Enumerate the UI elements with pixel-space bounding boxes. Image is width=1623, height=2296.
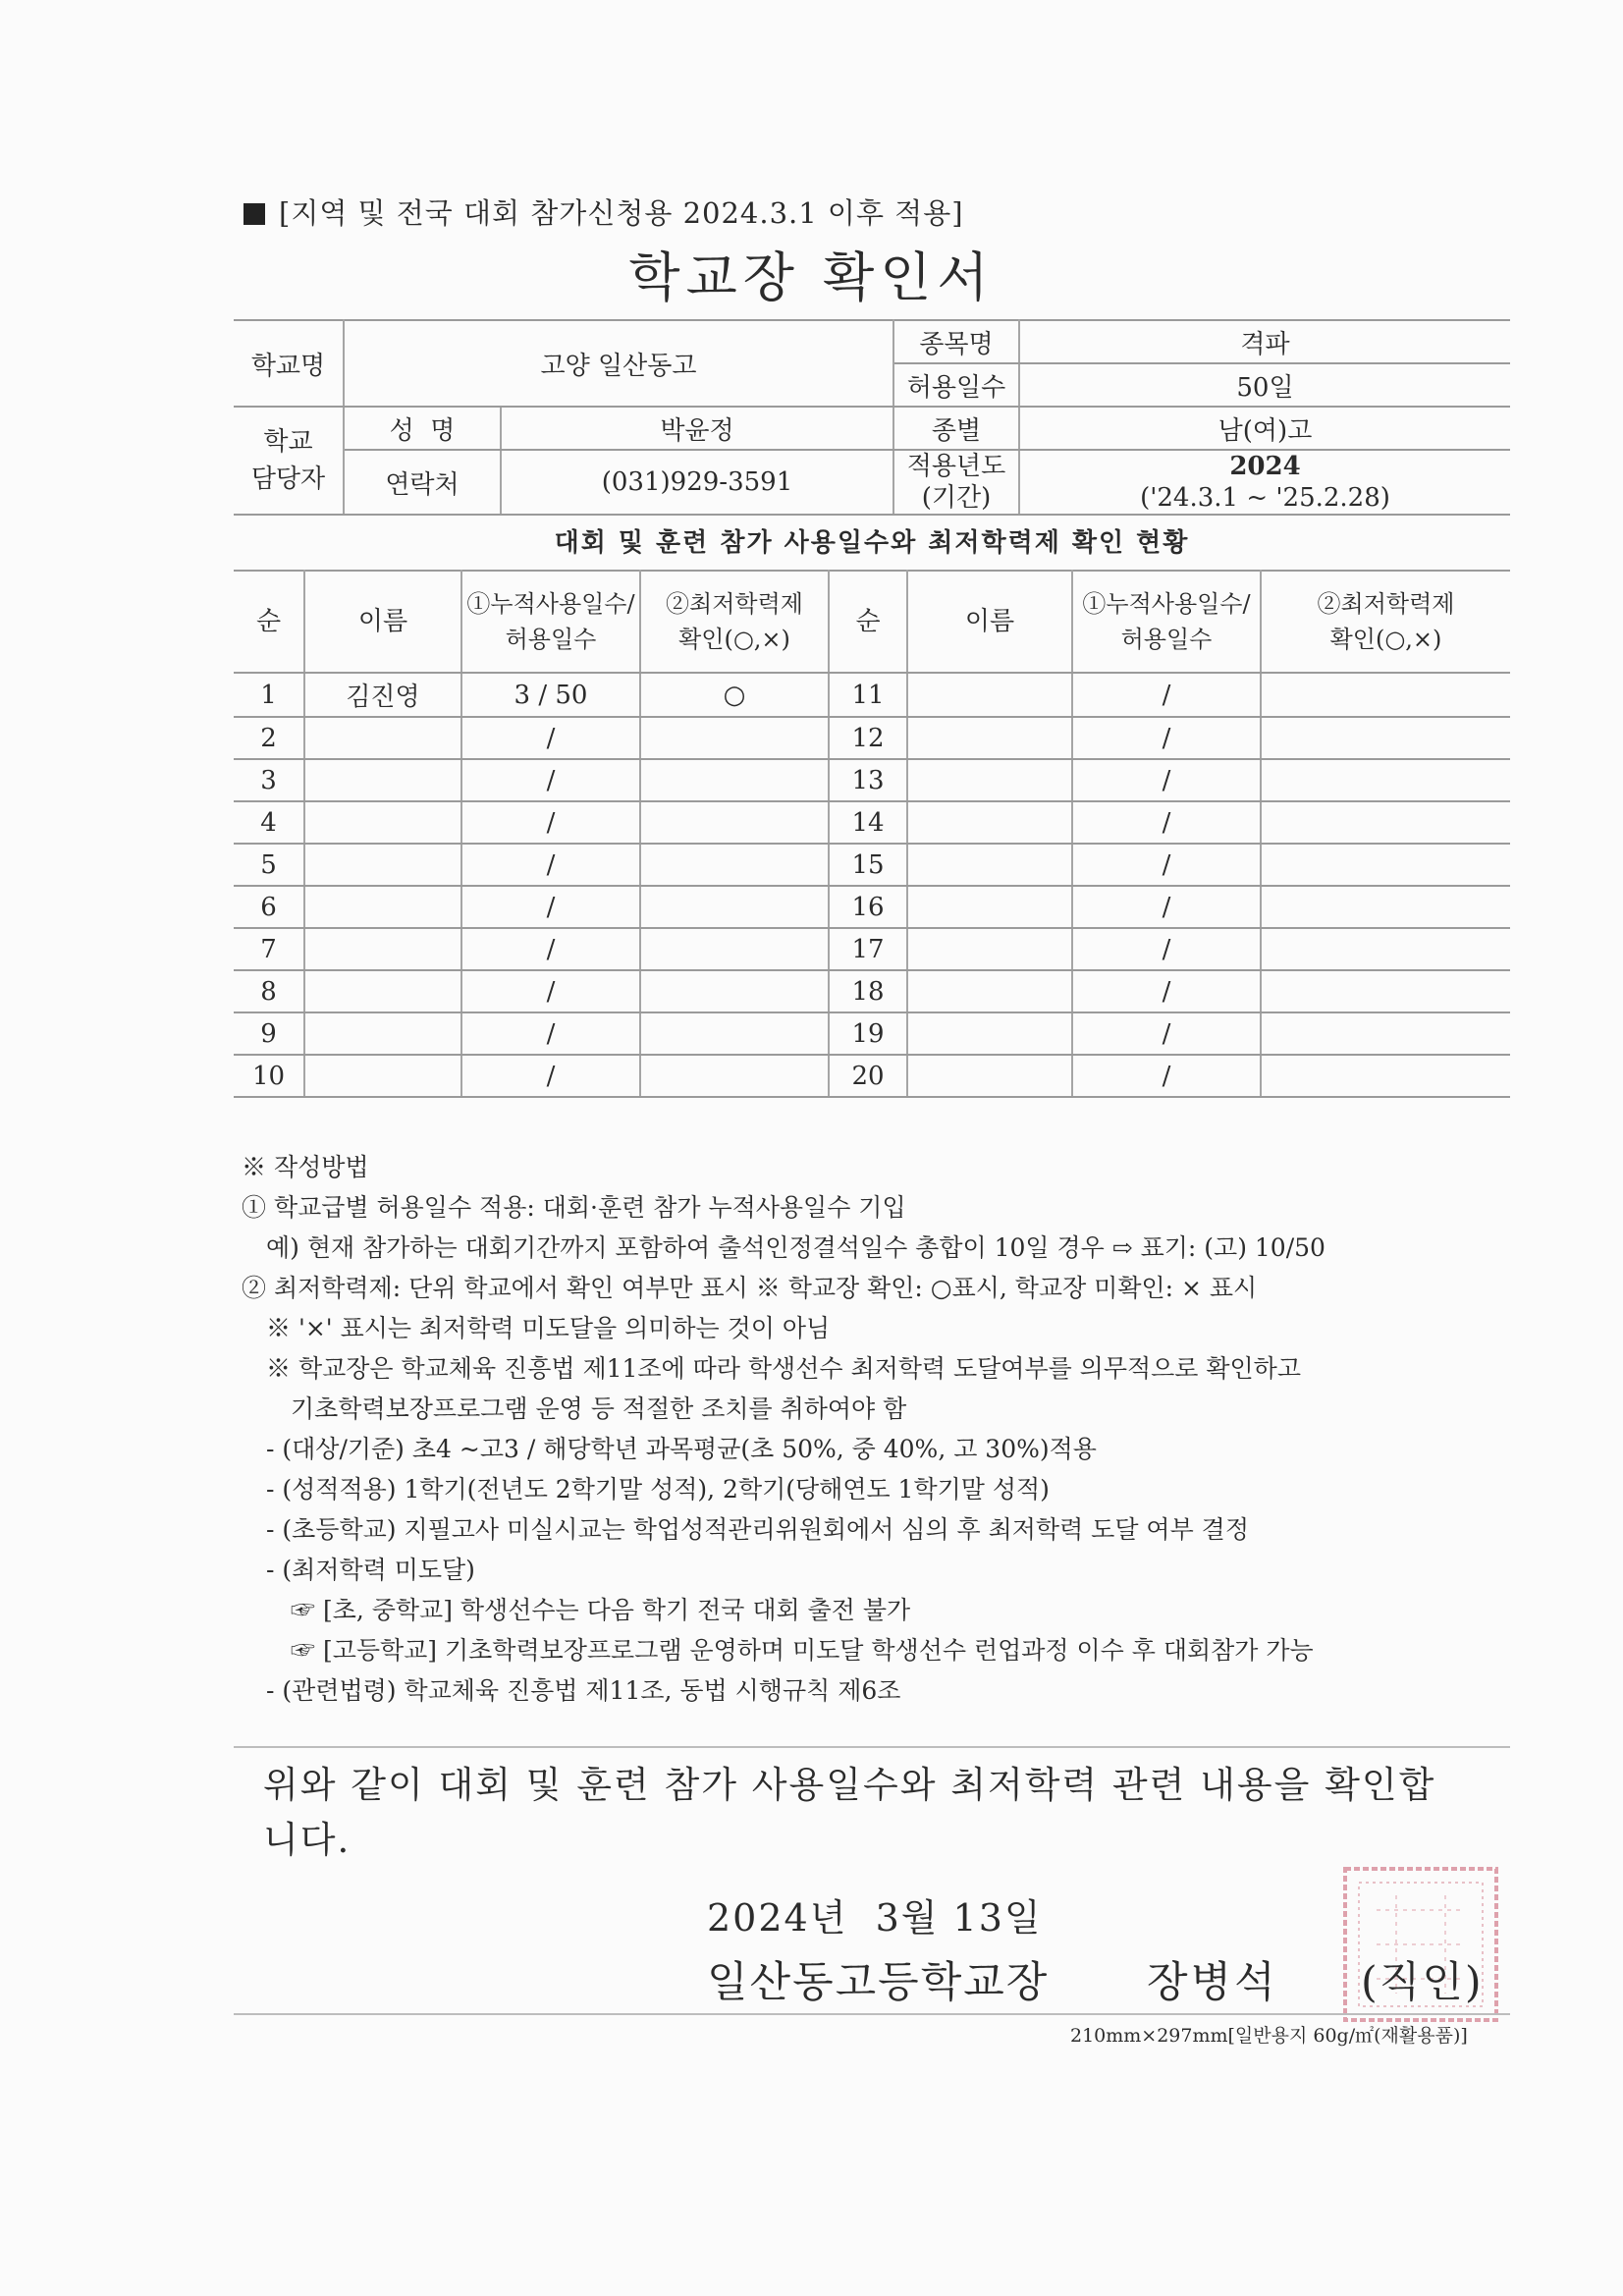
left-days-cell: /: [461, 801, 640, 844]
left-days-cell: /: [461, 928, 640, 970]
table-row: [234, 1055, 1510, 1097]
left-no-cell: 1: [234, 673, 304, 717]
right-name-cell: [907, 970, 1072, 1012]
left-no-cell: 9: [234, 1012, 304, 1055]
right-name-cell: [907, 801, 1072, 844]
name-value: 박윤정: [501, 407, 893, 450]
left-no-cell: 6: [234, 886, 304, 928]
gender-label: 종별: [893, 407, 1019, 450]
col-no-left: 순: [234, 571, 304, 673]
right-days-cell: /: [1072, 928, 1261, 970]
table-row: [234, 928, 1510, 970]
left-check-cell: [640, 801, 829, 844]
year-period: ('24.3.1 ~ '25.2.28): [1140, 483, 1390, 513]
gender-value: 남(여)고: [1019, 407, 1510, 450]
principal-name: 장병석: [1147, 1958, 1278, 2007]
col-name-right: 이름: [907, 571, 1072, 673]
left-name-cell: [304, 801, 461, 844]
right-name-cell: [907, 928, 1072, 970]
left-check-cell: [640, 844, 829, 886]
seal-label: (직인): [1361, 1958, 1484, 2007]
table-row: [234, 970, 1510, 1012]
manager-label: 학교 담당자: [234, 407, 344, 515]
left-no-cell: 2: [234, 717, 304, 759]
info-table: [234, 319, 1510, 516]
right-check-cell: [1261, 844, 1510, 886]
event-value: 격파: [1019, 320, 1510, 363]
instruction-line: ☞ [고등학교] 기초학력보장프로그램 운영하며 미도달 학생선수 런업과정 이수 후 대회참가 가능: [242, 1636, 1314, 1665]
year-label: 적용년도 (기간): [893, 450, 1019, 515]
col-days-right: ①누적사용일수/ 허용일수: [1072, 571, 1261, 673]
instruction-line: - (최저학력 미도달): [242, 1556, 475, 1584]
right-check-cell: [1261, 759, 1510, 801]
right-no-cell: 18: [829, 970, 907, 1012]
left-check-cell: ○: [640, 673, 829, 717]
left-no-cell: 5: [234, 844, 304, 886]
right-check-cell: [1261, 1012, 1510, 1055]
left-check-cell: [640, 717, 829, 759]
instruction-line: ※ 학교장은 학교체육 진흥법 제11조에 따라 학생선수 최저학력 도달여부를 의무적으로 확인하고: [242, 1354, 1301, 1383]
left-no-cell: 10: [234, 1055, 304, 1097]
right-days-cell: /: [1072, 844, 1261, 886]
right-days-cell: /: [1072, 801, 1261, 844]
right-check-cell: [1261, 1055, 1510, 1097]
issue-date: 2024년 3월 13일: [707, 1896, 1043, 1940]
footer-divider: [234, 2013, 1510, 2015]
right-check-cell: [1261, 717, 1510, 759]
table-row: [234, 717, 1510, 759]
school-value: 고양 일산동고: [344, 320, 893, 407]
left-check-cell: [640, 1012, 829, 1055]
left-days-cell: /: [461, 970, 640, 1012]
left-name-cell: [304, 717, 461, 759]
table-row: [234, 886, 1510, 928]
left-days-cell: /: [461, 1055, 640, 1097]
instruction-line: ② 최저학력제: 단위 학교에서 확인 여부만 표시 ※ 학교장 확인: ○표시, 학교장 미확인: × 표시: [242, 1274, 1258, 1302]
right-name-cell: [907, 673, 1072, 717]
right-name-cell: [907, 1012, 1072, 1055]
instruction-line: - (대상/기준) 초4 ~고3 / 해당학년 과목평균(초 50%, 중 40%, 고 30%)적용: [242, 1435, 1097, 1463]
square-bullet-icon: [243, 203, 265, 225]
right-name-cell: [907, 1055, 1072, 1097]
left-name-cell: [304, 1012, 461, 1055]
right-name-cell: [907, 759, 1072, 801]
left-name-cell: [304, 844, 461, 886]
col-academic-right: ②최저학력제 확인(○,×): [1261, 571, 1510, 673]
table-row: [234, 844, 1510, 886]
principal-title: 일산동고등학교장: [707, 1958, 1050, 2007]
col-days-left: ①누적사용일수/ 허용일수: [461, 571, 640, 673]
right-days-cell: /: [1072, 1012, 1261, 1055]
right-days-cell: /: [1072, 673, 1261, 717]
right-check-cell: [1261, 673, 1510, 717]
contact-value: (031)929-3591: [501, 450, 893, 515]
left-name-cell: [304, 1055, 461, 1097]
year-cell: [1019, 450, 1510, 515]
left-check-cell: [640, 928, 829, 970]
table-row: [234, 759, 1510, 801]
instruction-line: - (성적적용) 1학기(전년도 2학기말 성적), 2학기(당해연도 1학기말 성적): [242, 1475, 1050, 1503]
right-days-cell: /: [1072, 886, 1261, 928]
right-days-cell: /: [1072, 970, 1261, 1012]
left-name-cell: 김진영: [304, 673, 461, 717]
school-label: 학교명: [234, 320, 344, 407]
instruction-line: - (관련법령) 학교체육 진흥법 제11조, 동법 시행규칙 제6조: [242, 1676, 901, 1705]
right-no-cell: 20: [829, 1055, 907, 1097]
right-days-cell: /: [1072, 717, 1261, 759]
left-days-cell: /: [461, 844, 640, 886]
paper-spec: 210mm×297mm[일반용지 60g/㎡(재활용품)]: [1070, 2025, 1468, 2047]
left-days-cell: /: [461, 886, 640, 928]
left-days-cell: /: [461, 759, 640, 801]
right-no-cell: 14: [829, 801, 907, 844]
divider: [234, 1746, 1510, 1748]
right-name-cell: [907, 886, 1072, 928]
allowed-days-label: 허용일수: [893, 363, 1019, 407]
left-name-cell: [304, 759, 461, 801]
confirmation-line-1: 위와 같이 대회 및 훈련 참가 사용일수와 최저학력 관련 내용을 확인합: [263, 1764, 1436, 1806]
confirmation-text: [263, 1758, 1435, 1868]
col-academic-left: ②최저학력제 확인(○,×): [640, 571, 829, 673]
right-days-cell: /: [1072, 1055, 1261, 1097]
right-no-cell: 11: [829, 673, 907, 717]
left-check-cell: [640, 759, 829, 801]
right-no-cell: 16: [829, 886, 907, 928]
left-check-cell: [640, 970, 829, 1012]
applicability-text: [지역 및 전국 대회 참가신청용 2024.3.1 이후 적용]: [279, 196, 964, 230]
instruction-line: ① 학교급별 허용일수 적용: 대회·훈련 참가 누적사용일수 기입: [242, 1193, 906, 1222]
right-check-cell: [1261, 928, 1510, 970]
instruction-line: ☞ [초, 중학교] 학생선수는 다음 학기 전국 대회 출전 불가: [242, 1596, 911, 1624]
document-title: 학교장 확인서: [628, 246, 995, 308]
left-days-cell: /: [461, 1012, 640, 1055]
applicability-note: [243, 191, 964, 232]
right-no-cell: 13: [829, 759, 907, 801]
left-name-cell: [304, 970, 461, 1012]
col-name-left: 이름: [304, 571, 461, 673]
instruction-line: - (초등학교) 지필고사 미실시교는 학업성적관리위원회에서 심의 후 최저학력 도달 여부 결정: [242, 1515, 1249, 1544]
right-check-cell: [1261, 886, 1510, 928]
left-days-cell: /: [461, 717, 640, 759]
table-row: [234, 673, 1510, 717]
right-check-cell: [1261, 801, 1510, 844]
section-title: 대회 및 훈련 참가 사용일수와 최저학력제 확인 현황: [554, 528, 1190, 558]
year-value: 2024: [1229, 452, 1301, 481]
confirmation-line-2: 니다.: [263, 1819, 352, 1861]
name-label: 성 명: [344, 407, 501, 450]
instruction-line: 예) 현재 참가하는 대회기간까지 포함하여 출석인정결석일수 총합이 10일 경우 ⇨ 표기: (고) 10/50: [242, 1233, 1325, 1262]
left-no-cell: 4: [234, 801, 304, 844]
right-days-cell: /: [1072, 759, 1261, 801]
table-row: [234, 801, 1510, 844]
right-no-cell: 15: [829, 844, 907, 886]
participation-table: [234, 570, 1510, 1098]
left-check-cell: [640, 1055, 829, 1097]
instruction-line: 기초학력보장프로그램 운영 등 적절한 조치를 취하여야 함: [242, 1394, 907, 1423]
right-name-cell: [907, 717, 1072, 759]
left-check-cell: [640, 886, 829, 928]
allowed-days-value: 50일: [1019, 363, 1510, 407]
col-no-right: 순: [829, 571, 907, 673]
left-name-cell: [304, 928, 461, 970]
right-no-cell: 19: [829, 1012, 907, 1055]
left-name-cell: [304, 886, 461, 928]
right-check-cell: [1261, 970, 1510, 1012]
instruction-line: ※ 작성방법: [242, 1153, 369, 1181]
table-header-row: [234, 571, 1510, 673]
instruction-line: ※ '×' 표시는 최저학력 미도달을 의미하는 것이 아님: [242, 1314, 831, 1342]
right-no-cell: 17: [829, 928, 907, 970]
right-no-cell: 12: [829, 717, 907, 759]
left-no-cell: 8: [234, 970, 304, 1012]
left-no-cell: 7: [234, 928, 304, 970]
contact-label: 연락처: [344, 450, 501, 515]
right-name-cell: [907, 844, 1072, 886]
left-days-cell: 3 / 50: [461, 673, 640, 717]
left-no-cell: 3: [234, 759, 304, 801]
event-label: 종목명: [893, 320, 1019, 363]
table-row: [234, 1012, 1510, 1055]
writing-instructions: [242, 1147, 1325, 1711]
